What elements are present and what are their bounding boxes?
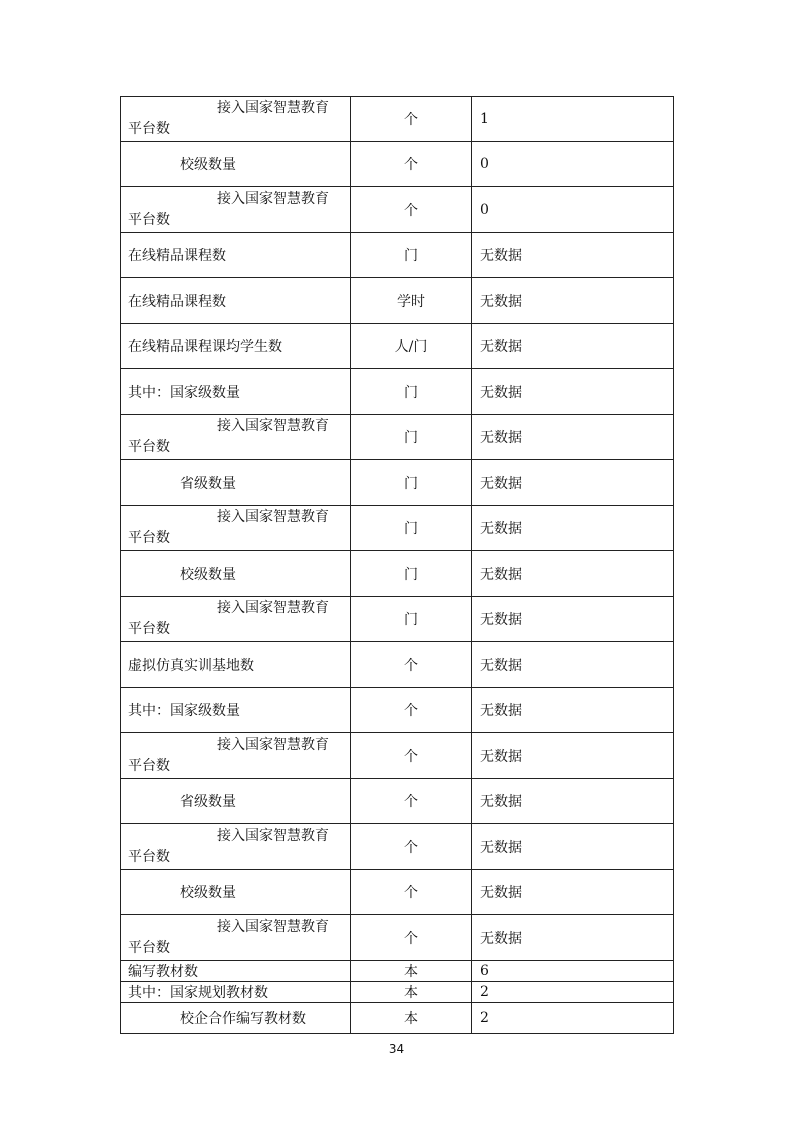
row-label: 其中：国家级数量	[121, 688, 351, 733]
row-label: 虚拟仿真实训基地数	[121, 642, 351, 688]
row-label	[121, 97, 351, 142]
table-row	[121, 506, 674, 551]
row-unit: 个	[351, 870, 472, 915]
row-label: 在线精品课程数	[121, 233, 351, 278]
row-label: 其中：国家级数量	[121, 369, 351, 415]
table-row	[121, 551, 674, 597]
row-unit: 个	[351, 779, 472, 824]
table-row	[121, 982, 674, 1003]
row-value: 无数据	[472, 779, 674, 824]
table-row	[121, 142, 674, 187]
row-value: 无数据	[472, 233, 674, 278]
row-unit: 门	[351, 597, 472, 642]
table-row	[121, 688, 674, 733]
row-label-text: 校企合作编写教材数	[180, 1011, 306, 1027]
row-label-text: 校级数量	[180, 566, 236, 583]
row-label-line1: 接入国家智慧教育	[217, 736, 329, 753]
row-label	[121, 733, 351, 779]
row-value: 2	[472, 1003, 674, 1034]
row-label	[121, 824, 351, 870]
row-label-text: 校级数量	[180, 157, 236, 173]
row-unit: 门	[351, 369, 472, 415]
row-value: 1	[472, 97, 674, 142]
row-unit: 个	[351, 187, 472, 233]
row-label-line1: 接入国家智慧教育	[217, 190, 329, 207]
table-row	[121, 642, 674, 688]
page-number: 34	[388, 1042, 405, 1056]
row-unit: 门	[351, 506, 472, 551]
row-label-line2: 平台数	[128, 848, 170, 865]
table-row	[121, 733, 674, 779]
table-row	[121, 460, 674, 506]
row-label-line1: 接入国家智慧教育	[217, 100, 329, 116]
row-label	[121, 415, 351, 460]
row-label	[121, 870, 351, 915]
row-label	[121, 915, 351, 961]
row-unit: 个	[351, 142, 472, 187]
row-value: 无数据	[472, 688, 674, 733]
row-label	[121, 1003, 351, 1034]
row-unit: 个	[351, 97, 472, 142]
row-unit: 门	[351, 233, 472, 278]
row-label-line1: 接入国家智慧教育	[217, 827, 329, 844]
row-label-line1: 接入国家智慧教育	[217, 918, 329, 935]
table-row	[121, 961, 674, 982]
row-label-text: 省级数量	[180, 794, 236, 810]
table-row	[121, 187, 674, 233]
row-value: 无数据	[472, 733, 674, 779]
row-unit: 个	[351, 733, 472, 779]
row-unit: 门	[351, 415, 472, 460]
row-label: 其中：国家规划教材数	[121, 982, 351, 1003]
row-unit: 人/门	[351, 324, 472, 369]
row-label-line2: 平台数	[128, 757, 170, 774]
row-unit: 个	[351, 642, 472, 688]
row-label-text: 省级数量	[180, 475, 236, 492]
table-row	[121, 1003, 674, 1034]
row-value: 无数据	[472, 460, 674, 506]
row-label: 在线精品课程数	[121, 278, 351, 324]
row-value: 无数据	[472, 642, 674, 688]
row-label-line1: 接入国家智慧教育	[217, 418, 329, 434]
table-row	[121, 415, 674, 460]
table-row	[121, 870, 674, 915]
row-value: 无数据	[472, 278, 674, 324]
row-value: 2	[472, 982, 674, 1003]
row-unit: 本	[351, 982, 472, 1003]
row-value: 无数据	[472, 870, 674, 915]
row-value: 无数据	[472, 551, 674, 597]
row-value: 无数据	[472, 597, 674, 642]
row-label: 编写教材数	[121, 961, 351, 982]
table-row	[121, 369, 674, 415]
row-value: 0	[472, 142, 674, 187]
row-label	[121, 142, 351, 187]
table-row	[121, 597, 674, 642]
table-row	[121, 324, 674, 369]
row-unit: 个	[351, 915, 472, 961]
row-unit: 个	[351, 688, 472, 733]
row-label	[121, 460, 351, 506]
data-table	[120, 96, 674, 1034]
row-unit: 门	[351, 460, 472, 506]
table-row	[121, 915, 674, 961]
row-value: 无数据	[472, 506, 674, 551]
row-unit: 本	[351, 961, 472, 982]
row-value: 无数据	[472, 915, 674, 961]
row-label-line1: 接入国家智慧教育	[217, 509, 329, 525]
row-value: 0	[472, 187, 674, 233]
row-unit: 门	[351, 551, 472, 597]
row-label	[121, 551, 351, 597]
row-label	[121, 187, 351, 233]
row-label-line2: 平台数	[128, 211, 170, 228]
row-label-line1: 接入国家智慧教育	[217, 600, 329, 616]
row-value: 无数据	[472, 415, 674, 460]
table-row	[121, 824, 674, 870]
row-label-line2: 平台数	[128, 621, 170, 637]
table-row	[121, 779, 674, 824]
row-label-line2: 平台数	[128, 439, 170, 455]
row-label	[121, 597, 351, 642]
row-label-line2: 平台数	[128, 939, 170, 956]
row-value: 无数据	[472, 324, 674, 369]
row-value: 无数据	[472, 824, 674, 870]
row-value: 6	[472, 961, 674, 982]
table-row	[121, 233, 674, 278]
row-label-text: 校级数量	[180, 885, 236, 901]
row-label	[121, 779, 351, 824]
row-value: 无数据	[472, 369, 674, 415]
row-unit: 本	[351, 1003, 472, 1034]
row-label: 在线精品课程课均学生数	[121, 324, 351, 369]
row-unit: 个	[351, 824, 472, 870]
table-row	[121, 97, 674, 142]
row-label-line2: 平台数	[128, 530, 170, 546]
row-unit: 学时	[351, 278, 472, 324]
row-label	[121, 506, 351, 551]
table-row	[121, 278, 674, 324]
row-label-line2: 平台数	[128, 121, 170, 137]
